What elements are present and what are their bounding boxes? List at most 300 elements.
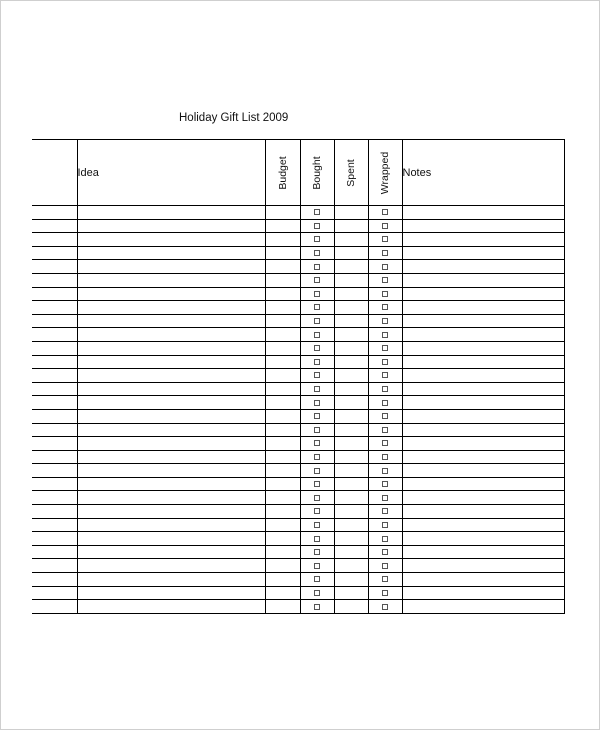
checkbox-icon[interactable] [382, 400, 388, 406]
notes-cell[interactable] [402, 437, 564, 451]
bought-cell[interactable] [300, 586, 334, 600]
bought-cell[interactable] [300, 396, 334, 410]
blank-cell[interactable] [32, 355, 77, 369]
bought-cell[interactable] [300, 246, 334, 260]
blank-cell[interactable] [32, 600, 77, 614]
spent-cell[interactable] [334, 314, 368, 328]
idea-cell[interactable] [77, 477, 265, 491]
checkbox-icon[interactable] [314, 264, 320, 270]
notes-cell[interactable] [402, 328, 564, 342]
wrapped-cell[interactable] [368, 396, 402, 410]
idea-cell[interactable] [77, 273, 265, 287]
blank-cell[interactable] [32, 573, 77, 587]
blank-cell[interactable] [32, 477, 77, 491]
notes-cell[interactable] [402, 464, 564, 478]
idea-cell[interactable] [77, 450, 265, 464]
notes-cell[interactable] [402, 505, 564, 519]
checkbox-icon[interactable] [382, 522, 388, 528]
spent-cell[interactable] [334, 586, 368, 600]
wrapped-cell[interactable] [368, 409, 402, 423]
checkbox-icon[interactable] [314, 468, 320, 474]
blank-cell[interactable] [32, 491, 77, 505]
idea-cell[interactable] [77, 545, 265, 559]
checkbox-icon[interactable] [314, 400, 320, 406]
budget-cell[interactable] [265, 423, 300, 437]
notes-cell[interactable] [402, 260, 564, 274]
checkbox-icon[interactable] [382, 576, 388, 582]
wrapped-cell[interactable] [368, 301, 402, 315]
checkbox-icon[interactable] [314, 250, 320, 256]
bought-cell[interactable] [300, 314, 334, 328]
idea-cell[interactable] [77, 464, 265, 478]
checkbox-icon[interactable] [382, 209, 388, 215]
checkbox-icon[interactable] [314, 318, 320, 324]
bought-cell[interactable] [300, 518, 334, 532]
budget-cell[interactable] [265, 328, 300, 342]
idea-cell[interactable] [77, 491, 265, 505]
checkbox-icon[interactable] [314, 495, 320, 501]
bought-cell[interactable] [300, 477, 334, 491]
blank-cell[interactable] [32, 464, 77, 478]
checkbox-icon[interactable] [382, 495, 388, 501]
checkbox-icon[interactable] [314, 372, 320, 378]
notes-cell[interactable] [402, 246, 564, 260]
spent-cell[interactable] [334, 301, 368, 315]
table-row [32, 532, 564, 546]
notes-cell[interactable] [402, 491, 564, 505]
checkbox-icon[interactable] [314, 549, 320, 555]
checkbox-icon[interactable] [314, 277, 320, 283]
spent-cell[interactable] [334, 273, 368, 287]
checkbox-icon[interactable] [382, 332, 388, 338]
spent-cell[interactable] [334, 437, 368, 451]
notes-cell[interactable] [402, 450, 564, 464]
checkbox-icon[interactable] [382, 604, 388, 610]
wrapped-cell[interactable] [368, 545, 402, 559]
bought-cell[interactable] [300, 545, 334, 559]
blank-cell[interactable] [32, 409, 77, 423]
spent-cell[interactable] [334, 396, 368, 410]
budget-cell[interactable] [265, 219, 300, 233]
budget-cell[interactable] [265, 450, 300, 464]
notes-cell[interactable] [402, 341, 564, 355]
wrapped-cell[interactable] [368, 437, 402, 451]
spent-cell[interactable] [334, 423, 368, 437]
blank-cell[interactable] [32, 206, 77, 220]
wrapped-cell[interactable] [368, 341, 402, 355]
notes-cell[interactable] [402, 532, 564, 546]
wrapped-cell[interactable] [368, 586, 402, 600]
blank-cell[interactable] [32, 505, 77, 519]
spent-cell[interactable] [334, 260, 368, 274]
idea-cell[interactable] [77, 559, 265, 573]
checkbox-icon[interactable] [382, 413, 388, 419]
idea-cell[interactable] [77, 341, 265, 355]
budget-cell[interactable] [265, 301, 300, 315]
wrapped-cell[interactable] [368, 314, 402, 328]
budget-cell[interactable] [265, 559, 300, 573]
checkbox-icon[interactable] [382, 291, 388, 297]
blank-cell[interactable] [32, 301, 77, 315]
spent-cell[interactable] [334, 219, 368, 233]
checkbox-icon[interactable] [382, 236, 388, 242]
budget-cell[interactable] [265, 532, 300, 546]
budget-cell[interactable] [265, 586, 300, 600]
idea-cell[interactable] [77, 600, 265, 614]
spent-cell[interactable] [334, 464, 368, 478]
spent-cell[interactable] [334, 545, 368, 559]
blank-cell[interactable] [32, 545, 77, 559]
idea-cell[interactable] [77, 396, 265, 410]
idea-cell[interactable] [77, 369, 265, 383]
checkbox-icon[interactable] [314, 359, 320, 365]
checkbox-icon[interactable] [314, 209, 320, 215]
table-row [32, 477, 564, 491]
blank-cell[interactable] [32, 532, 77, 546]
table-row [32, 369, 564, 383]
wrapped-cell[interactable] [368, 382, 402, 396]
idea-cell[interactable] [77, 287, 265, 301]
spent-cell[interactable] [334, 328, 368, 342]
wrapped-cell[interactable] [368, 491, 402, 505]
spent-cell[interactable] [334, 532, 368, 546]
notes-cell[interactable] [402, 273, 564, 287]
checkbox-icon[interactable] [314, 563, 320, 569]
checkbox-icon[interactable] [382, 563, 388, 569]
budget-cell[interactable] [265, 437, 300, 451]
checkbox-icon[interactable] [314, 508, 320, 514]
checkbox-icon[interactable] [382, 427, 388, 433]
wrapped-cell[interactable] [368, 287, 402, 301]
table-row [32, 505, 564, 519]
budget-cell[interactable] [265, 273, 300, 287]
notes-cell[interactable] [402, 559, 564, 573]
table-row [32, 600, 564, 614]
notes-cell[interactable] [402, 545, 564, 559]
idea-cell[interactable] [77, 328, 265, 342]
wrapped-cell[interactable] [368, 219, 402, 233]
budget-cell[interactable] [265, 287, 300, 301]
spent-cell[interactable] [334, 600, 368, 614]
idea-cell[interactable] [77, 573, 265, 587]
wrapped-cell[interactable] [368, 559, 402, 573]
bought-cell[interactable] [300, 559, 334, 573]
budget-cell[interactable] [265, 600, 300, 614]
bought-cell[interactable] [300, 233, 334, 247]
table-row [32, 437, 564, 451]
blank-cell[interactable] [32, 233, 77, 247]
checkbox-icon[interactable] [382, 372, 388, 378]
bought-cell[interactable] [300, 328, 334, 342]
spent-cell[interactable] [334, 206, 368, 220]
idea-cell[interactable] [77, 586, 265, 600]
notes-cell[interactable] [402, 573, 564, 587]
blank-cell[interactable] [32, 396, 77, 410]
idea-cell[interactable] [77, 437, 265, 451]
notes-cell[interactable] [402, 382, 564, 396]
budget-cell[interactable] [265, 396, 300, 410]
header-blank [32, 140, 77, 206]
bought-cell[interactable] [300, 491, 334, 505]
blank-cell[interactable] [32, 382, 77, 396]
idea-cell[interactable] [77, 206, 265, 220]
bought-cell[interactable] [300, 600, 334, 614]
notes-cell[interactable] [402, 355, 564, 369]
idea-cell[interactable] [77, 409, 265, 423]
checkbox-icon[interactable] [382, 454, 388, 460]
bought-cell[interactable] [300, 437, 334, 451]
wrapped-cell[interactable] [368, 573, 402, 587]
bought-cell[interactable] [300, 409, 334, 423]
checkbox-icon[interactable] [314, 576, 320, 582]
notes-cell[interactable] [402, 206, 564, 220]
checkbox-icon[interactable] [382, 508, 388, 514]
bought-cell[interactable] [300, 287, 334, 301]
budget-cell[interactable] [265, 369, 300, 383]
table-row [32, 341, 564, 355]
table-row [32, 219, 564, 233]
spent-cell[interactable] [334, 246, 368, 260]
bought-cell[interactable] [300, 573, 334, 587]
budget-cell[interactable] [265, 355, 300, 369]
checkbox-icon[interactable] [382, 440, 388, 446]
spent-cell[interactable] [334, 355, 368, 369]
checkbox-icon[interactable] [382, 536, 388, 542]
notes-cell[interactable] [402, 423, 564, 437]
idea-cell[interactable] [77, 246, 265, 260]
budget-cell[interactable] [265, 491, 300, 505]
spent-cell[interactable] [334, 341, 368, 355]
checkbox-icon[interactable] [314, 604, 320, 610]
wrapped-cell[interactable] [368, 328, 402, 342]
checkbox-icon[interactable] [314, 413, 320, 419]
table-row [32, 573, 564, 587]
blank-cell[interactable] [32, 246, 77, 260]
budget-cell[interactable] [265, 382, 300, 396]
notes-cell[interactable] [402, 301, 564, 315]
bought-cell[interactable] [300, 355, 334, 369]
bought-cell[interactable] [300, 206, 334, 220]
bought-cell[interactable] [300, 260, 334, 274]
spent-cell[interactable] [334, 409, 368, 423]
blank-cell[interactable] [32, 287, 77, 301]
notes-cell[interactable] [402, 409, 564, 423]
wrapped-cell[interactable] [368, 464, 402, 478]
checkbox-icon[interactable] [314, 291, 320, 297]
header-notes: Notes [402, 140, 564, 206]
bought-cell[interactable] [300, 369, 334, 383]
blank-cell[interactable] [32, 328, 77, 342]
notes-cell[interactable] [402, 219, 564, 233]
table-row [32, 206, 564, 220]
checkbox-icon[interactable] [382, 277, 388, 283]
wrapped-cell[interactable] [368, 518, 402, 532]
budget-cell[interactable] [265, 206, 300, 220]
wrapped-cell[interactable] [368, 450, 402, 464]
blank-cell[interactable] [32, 437, 77, 451]
idea-cell[interactable] [77, 260, 265, 274]
blank-cell[interactable] [32, 219, 77, 233]
blank-cell[interactable] [32, 341, 77, 355]
notes-cell[interactable] [402, 233, 564, 247]
notes-cell[interactable] [402, 314, 564, 328]
wrapped-cell[interactable] [368, 505, 402, 519]
wrapped-cell[interactable] [368, 246, 402, 260]
budget-cell[interactable] [265, 477, 300, 491]
spent-cell[interactable] [334, 559, 368, 573]
checkbox-icon[interactable] [382, 549, 388, 555]
header-row [32, 140, 564, 206]
spent-cell[interactable] [334, 505, 368, 519]
budget-cell[interactable] [265, 341, 300, 355]
checkbox-icon[interactable] [382, 481, 388, 487]
checkbox-icon[interactable] [314, 345, 320, 351]
wrapped-cell[interactable] [368, 423, 402, 437]
idea-cell[interactable] [77, 301, 265, 315]
spent-cell[interactable] [334, 369, 368, 383]
checkbox-icon[interactable] [382, 590, 388, 596]
idea-cell[interactable] [77, 314, 265, 328]
notes-cell[interactable] [402, 586, 564, 600]
header-wrapped-cell [368, 140, 402, 206]
checkbox-icon[interactable] [314, 427, 320, 433]
checkbox-icon[interactable] [314, 522, 320, 528]
header-spent: Spent [345, 158, 357, 187]
notes-cell[interactable] [402, 396, 564, 410]
checkbox-icon[interactable] [314, 332, 320, 338]
table-row [32, 464, 564, 478]
bought-cell[interactable] [300, 273, 334, 287]
bought-cell[interactable] [300, 382, 334, 396]
checkbox-icon[interactable] [382, 318, 388, 324]
wrapped-cell[interactable] [368, 273, 402, 287]
checkbox-icon[interactable] [314, 386, 320, 392]
wrapped-cell[interactable] [368, 369, 402, 383]
budget-cell[interactable] [265, 505, 300, 519]
checkbox-icon[interactable] [314, 223, 320, 229]
checkbox-icon[interactable] [382, 468, 388, 474]
bought-cell[interactable] [300, 219, 334, 233]
blank-cell[interactable] [32, 559, 77, 573]
budget-cell[interactable] [265, 518, 300, 532]
table-row [32, 423, 564, 437]
table-row [32, 518, 564, 532]
spent-cell[interactable] [334, 518, 368, 532]
table-row [32, 355, 564, 369]
notes-cell[interactable] [402, 369, 564, 383]
budget-cell[interactable] [265, 409, 300, 423]
budget-cell[interactable] [265, 233, 300, 247]
blank-cell[interactable] [32, 273, 77, 287]
bought-cell[interactable] [300, 423, 334, 437]
table-row [32, 559, 564, 573]
checkbox-icon[interactable] [382, 359, 388, 365]
idea-cell[interactable] [77, 382, 265, 396]
notes-cell[interactable] [402, 518, 564, 532]
checkbox-icon[interactable] [314, 304, 320, 310]
spent-cell[interactable] [334, 233, 368, 247]
checkbox-icon[interactable] [314, 481, 320, 487]
idea-cell[interactable] [77, 518, 265, 532]
budget-cell[interactable] [265, 573, 300, 587]
budget-cell[interactable] [265, 260, 300, 274]
idea-cell[interactable] [77, 423, 265, 437]
blank-cell[interactable] [32, 260, 77, 274]
header-wrapped: Wrapped [379, 151, 391, 194]
wrapped-cell[interactable] [368, 260, 402, 274]
checkbox-icon[interactable] [382, 345, 388, 351]
spent-cell[interactable] [334, 491, 368, 505]
blank-cell[interactable] [32, 586, 77, 600]
checkbox-icon[interactable] [382, 386, 388, 392]
bought-cell[interactable] [300, 464, 334, 478]
blank-cell[interactable] [32, 450, 77, 464]
table-row [32, 382, 564, 396]
header-idea: Idea [77, 140, 265, 206]
table-body [32, 206, 564, 614]
table-row [32, 287, 564, 301]
idea-cell[interactable] [77, 532, 265, 546]
blank-cell[interactable] [32, 314, 77, 328]
checkbox-icon[interactable] [382, 250, 388, 256]
budget-cell[interactable] [265, 545, 300, 559]
header-bought: Bought [311, 155, 323, 190]
wrapped-cell[interactable] [368, 355, 402, 369]
bought-cell[interactable] [300, 301, 334, 315]
spent-cell[interactable] [334, 477, 368, 491]
bought-cell[interactable] [300, 505, 334, 519]
budget-cell[interactable] [265, 464, 300, 478]
checkbox-icon[interactable] [314, 454, 320, 460]
checkbox-icon[interactable] [382, 264, 388, 270]
checkbox-icon[interactable] [314, 440, 320, 446]
bought-cell[interactable] [300, 532, 334, 546]
blank-cell[interactable] [32, 369, 77, 383]
table-row [32, 301, 564, 315]
checkbox-icon[interactable] [314, 590, 320, 596]
wrapped-cell[interactable] [368, 600, 402, 614]
checkbox-icon[interactable] [314, 536, 320, 542]
wrapped-cell[interactable] [368, 477, 402, 491]
blank-cell[interactable] [32, 518, 77, 532]
bought-cell[interactable] [300, 450, 334, 464]
idea-cell[interactable] [77, 355, 265, 369]
notes-cell[interactable] [402, 477, 564, 491]
notes-cell[interactable] [402, 600, 564, 614]
blank-cell[interactable] [32, 423, 77, 437]
budget-cell[interactable] [265, 246, 300, 260]
checkbox-icon[interactable] [314, 236, 320, 242]
checkbox-icon[interactable] [382, 304, 388, 310]
wrapped-cell[interactable] [368, 233, 402, 247]
budget-cell[interactable] [265, 314, 300, 328]
idea-cell[interactable] [77, 219, 265, 233]
spent-cell[interactable] [334, 573, 368, 587]
checkbox-icon[interactable] [382, 223, 388, 229]
table-row [32, 450, 564, 464]
idea-cell[interactable] [77, 233, 265, 247]
spent-cell[interactable] [334, 450, 368, 464]
spent-cell[interactable] [334, 287, 368, 301]
table-row [32, 491, 564, 505]
wrapped-cell[interactable] [368, 206, 402, 220]
wrapped-cell[interactable] [368, 532, 402, 546]
header-budget-cell [265, 140, 300, 206]
bought-cell[interactable] [300, 341, 334, 355]
spent-cell[interactable] [334, 382, 368, 396]
idea-cell[interactable] [77, 505, 265, 519]
notes-cell[interactable] [402, 287, 564, 301]
